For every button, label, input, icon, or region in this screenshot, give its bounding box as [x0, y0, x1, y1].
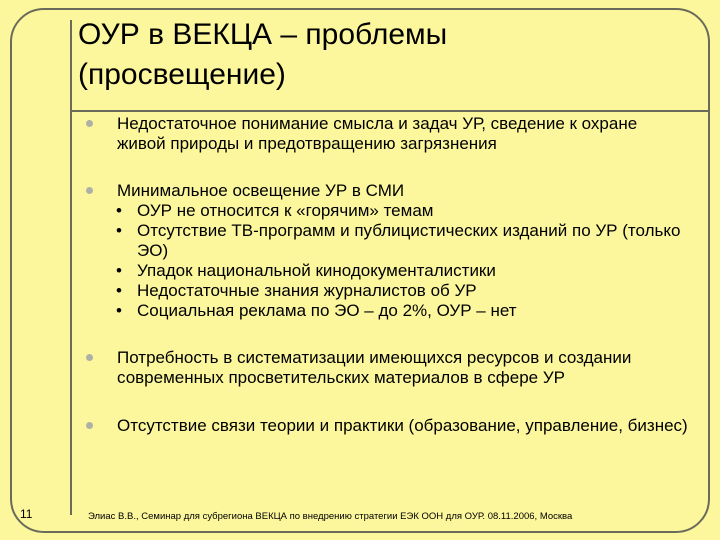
bullet-icon: [86, 187, 93, 194]
list-item: [90, 348, 690, 388]
list-item: [90, 114, 690, 154]
bullet-icon: [86, 120, 93, 127]
page-number: 11: [20, 507, 33, 521]
sub-list-item: [90, 301, 690, 321]
sub-list-item: [90, 281, 690, 301]
sub-list-item: [90, 201, 690, 221]
title-line-2: (просвещение): [78, 58, 286, 91]
left-divider: [70, 20, 72, 515]
list-item-text: Недостаточное понимание смысла и задач УР, сведение к охране живой природы и предотвращению загрязнения: [117, 114, 638, 153]
sub-bullet-icon: •: [116, 281, 122, 300]
slide-title: [78, 15, 698, 95]
sub-bullet-icon: •: [116, 261, 122, 280]
footer-citation: Элиас В.В., Семинар для субрегиона ВЕКЦА по внедрению стратегии ЕЭК ООН для ОУР. 08.11.2006, Москва: [88, 511, 573, 522]
sub-list-item: [90, 261, 690, 281]
bullet-list: [90, 114, 690, 436]
list-item-text: Потребность в систематизации имеющихся ресурсов и создании современных просветительских материалов в сфере УР: [117, 348, 632, 387]
list-item: [90, 181, 690, 321]
sub-list: [90, 201, 690, 321]
sub-list-item-text: Отсутствие ТВ-программ и публицистических изданий по УР (только ЭО): [137, 221, 681, 260]
sub-list-item-text: Упадок национальной кинодокументалистики: [137, 261, 496, 280]
title-line-1: ОУР в ВЕКЦА – проблемы: [78, 18, 448, 51]
sub-list-item-text: ОУР не относится к «горячим» темам: [137, 201, 434, 220]
sub-list-item-text: Недостаточные знания журналистов об УР: [137, 281, 477, 300]
sub-bullet-icon: •: [116, 201, 122, 220]
sub-bullet-icon: •: [116, 301, 122, 320]
bullet-icon: [86, 354, 93, 361]
title-divider: [70, 110, 710, 112]
list-item-text: Отсутствие связи теории и практики (образование, управление, бизнес): [117, 416, 688, 435]
sub-list-item-text: Социальная реклама по ЭО – до 2%, ОУР – нет: [137, 301, 517, 320]
list-item: [90, 416, 690, 436]
sub-bullet-icon: •: [116, 221, 122, 240]
list-item-text: Минимальное освещение УР в СМИ: [117, 181, 405, 200]
bullet-icon: [86, 422, 93, 429]
sub-list-item: [90, 221, 690, 261]
